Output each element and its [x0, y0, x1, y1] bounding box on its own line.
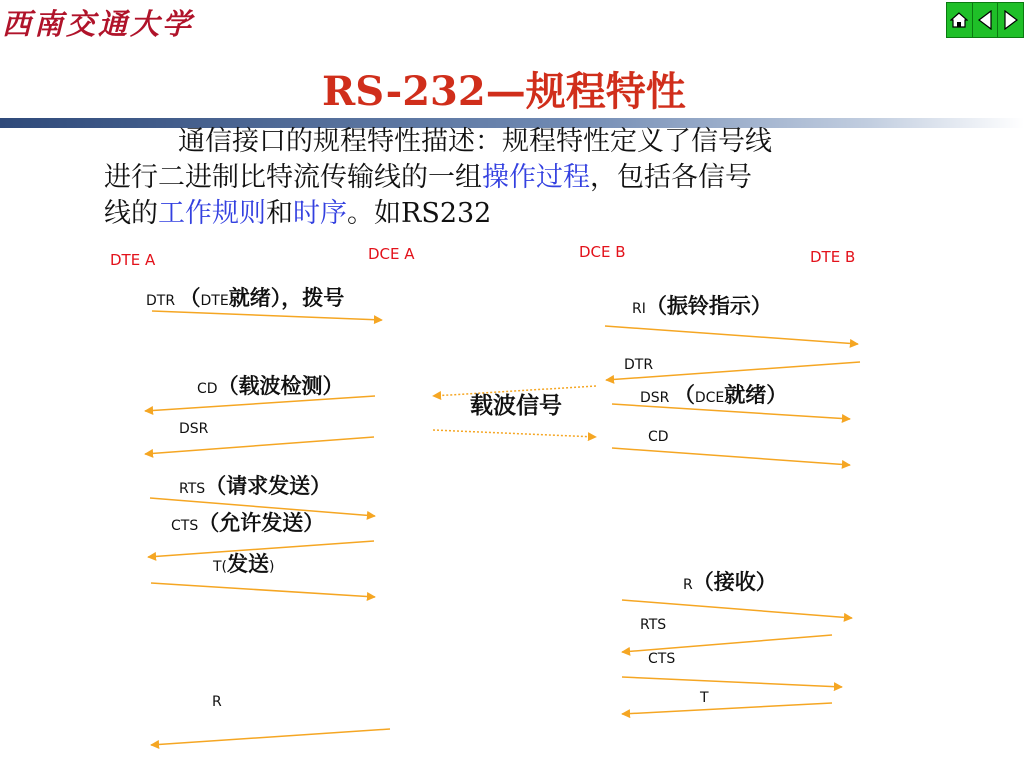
header-dte-b: DTE B — [810, 248, 856, 266]
arrow-carrier-right — [433, 430, 596, 437]
arrow-dsr-left — [145, 437, 374, 454]
label-cd-left: CD（载波检测） — [197, 374, 344, 398]
para-line3-c: 。如RS232 — [347, 198, 492, 229]
header-dce-a: DCE A — [368, 245, 415, 263]
arrow-dtr-left — [152, 311, 382, 320]
label-t-left: T(发送) — [213, 552, 275, 576]
label-dtr-right: DTR — [624, 357, 654, 373]
arrow-t-left — [151, 583, 375, 597]
label-carrier-signal: 载波信号 — [470, 393, 562, 419]
arrow-r-left — [151, 729, 390, 745]
para-highlight-rules: 工作规则 — [158, 198, 266, 229]
arrow-t-right — [622, 703, 832, 714]
label-r-right: R（接收） — [683, 570, 777, 594]
label-cd-right: CD — [648, 429, 669, 445]
arrow-r-right — [622, 600, 852, 618]
label-cts-right: CTS — [648, 651, 676, 667]
para-highlight-timing: 时序 — [293, 198, 347, 229]
label-dtr-left: DTR （DTE就绪），拨号 — [146, 286, 345, 310]
arrow-cts-right — [622, 677, 842, 687]
para-line3-a: 线的 — [104, 198, 158, 229]
header-dce-b: DCE B — [579, 243, 626, 261]
label-dsr-right: DSR （DCE就绪） — [640, 383, 788, 407]
arrow-cd-right — [612, 448, 850, 465]
para-line1: 通信接口的规程特性描述：规程特性定义了信号线 — [178, 126, 772, 157]
para-line2-a: 进行二进制比特流传输线的一组 — [104, 162, 482, 193]
label-dsr-left: DSR — [179, 421, 209, 437]
header-dte-a: DTE A — [110, 251, 156, 269]
para-line2-b: ，包括各信号 — [590, 162, 752, 193]
label-t-right: T — [700, 690, 709, 706]
label-rts-right: RTS — [640, 617, 667, 633]
arrow-rts-right — [622, 635, 832, 652]
label-rts-left: RTS（请求发送） — [179, 474, 332, 498]
label-r-left: R — [212, 694, 222, 710]
university-logo: 西南交通大学 — [2, 7, 195, 41]
label-cts-left: CTS（允许发送） — [171, 511, 325, 535]
label-ri-right: RI（振铃指示） — [632, 294, 772, 318]
para-line3-b: 和 — [266, 198, 293, 229]
arrow-ri-right — [605, 326, 858, 344]
para-highlight-procedure: 操作过程 — [482, 162, 590, 193]
slide-title: RS-232—规程特性 — [322, 68, 686, 115]
